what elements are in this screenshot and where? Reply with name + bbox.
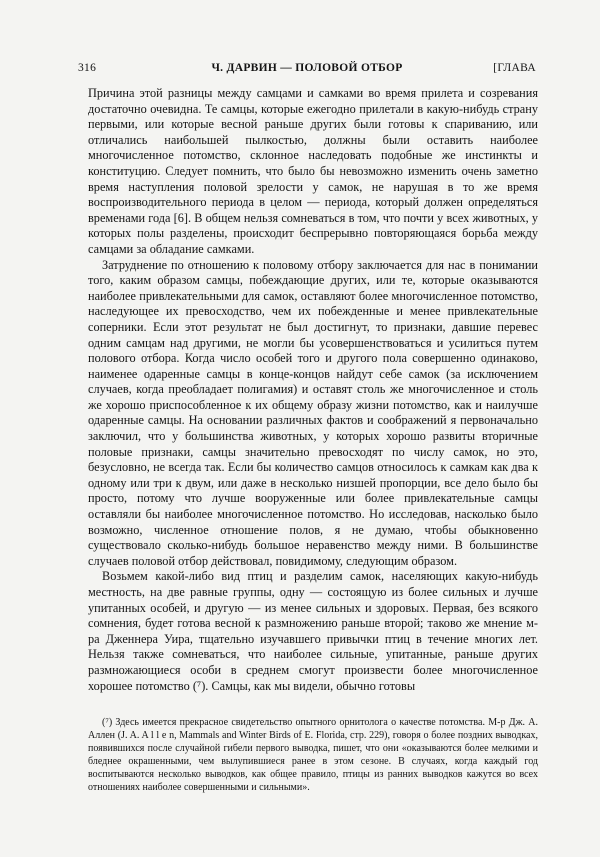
paragraph: Затруднение по отношению к половому отбору заключается для нас в понимании того, каким образом самцы, побеждающие других, или те, которые оказываются наиболее привлекательными для самок, оставляют более многочисленное потомство, наследующее их превосходство, чем их побежденные и менее привлекательные соперники. Если этот результат не был достигнут, то признаки, давшие перевес одним самцам над другими, не могли бы усовершенствоваться и усилиться путем полового отбора. Когда число особей того и другого пола совершенно одинаково, наименее одаренные самцы в конце-концов найдут себе самок (за исключением случаев, когда преобладает полигамия) и оставят столь же многочисленное и столь же хорошо приспособленное к их общему образу жизни потомство, как и наилучше одаренные самцы. На основании различных фактов и соображений я первоначально заключил, что у большинства животных, у которых хорошо развиты вторичные половые признаки, самцы значительно превосходят по числу самок, но это, безусловно, не всегда так. Если бы количество самцов относилось к самкам как два к одному или три к двум, или даже в несколько низшей пропорции, все дело было бы просто, потому что лучше вооруженные или более привлекательные самцы оставляли бы наиболее многочисленное потомство. Но исследовав, насколько было возможно, численное отношение полов, я не думаю, чтобы обыкновенно существовало сколько-нибудь большое неравенство между ними. В большинстве случаев половой отбор действовал, повидимому, следующим образом. (88, 257, 538, 568)
footnote-text: (⁷) Здесь имеется прекрасное свидетельство опытного орнитолога о качестве потомства. М-р Дж. А. Аллен (J. A. A l l e n, Mammals and Winter Birds of E. Florida, стр. 229), говоря о более поздних выводках, появившихся после случайной гибели первого выводка, пишет, что они «оказываются более мелкими и бледнее окрашенными, чем вылупившиеся ранее в этом сезоне. В случаях, когда каждый год воспитываются несколько выводков, как общее правило, птицы из ранних выводков кажутся во всех отношениях наиболее совершенными и сильными». (88, 717, 538, 793)
paragraph: Причина этой разницы между самцами и самками во время прилета и созревания достаточно очевидна. Те самцы, которые ежегодно прилетали в какую-нибудь страну первыми, или которые весной раньше других были готовы к спариванию, или отличались наибольшей пылкостью, должны были оставить наиболее многочисленное потомство, склонное наследовать подобные же инстинкты и конституцию. Следует помнить, что было бы невозможно изменить очень заметно время наступления половой зрелости у самок, не нарушая в то же время воспроизводительного периода в целом — периода, который должен определяться временами года [6]. В общем нельзя сомневаться в том, что почти у всех животных, у которых полы разделены, происходит беспрерывно повторяющаяся борьба между самцами за обладание самками. (88, 86, 538, 256)
running-title: Ч. ДАРВИН — ПОЛОВОЙ ОТБОР (211, 62, 403, 74)
page-header (78, 62, 536, 78)
footnote (88, 716, 538, 794)
page-number: 316 (78, 62, 97, 74)
chapter-label: [ГЛАВА (493, 62, 536, 74)
main-text (88, 86, 538, 694)
paragraph: Возьмем какой-либо вид птиц и разделим самок, населяющих какую-нибудь местность, на две равные группы, одну — состоящую из более сильных и лучше упитанных особей, и другую — из менее сильных и здоровых. Первая, без всякого сомнения, будет готова весной к размножению раньше второй; таково же мнение м-ра Дженнера Уира, тщательно изучавшего привычки птиц в течение многих лет. Нельзя также сомневаться, что наиболее сильные, упитанные, раньше других размножающиеся особи в среднем смогут произвести более многочисленное хорошее потомство (⁷). Самцы, как мы видели, обычно готовы (88, 569, 538, 693)
